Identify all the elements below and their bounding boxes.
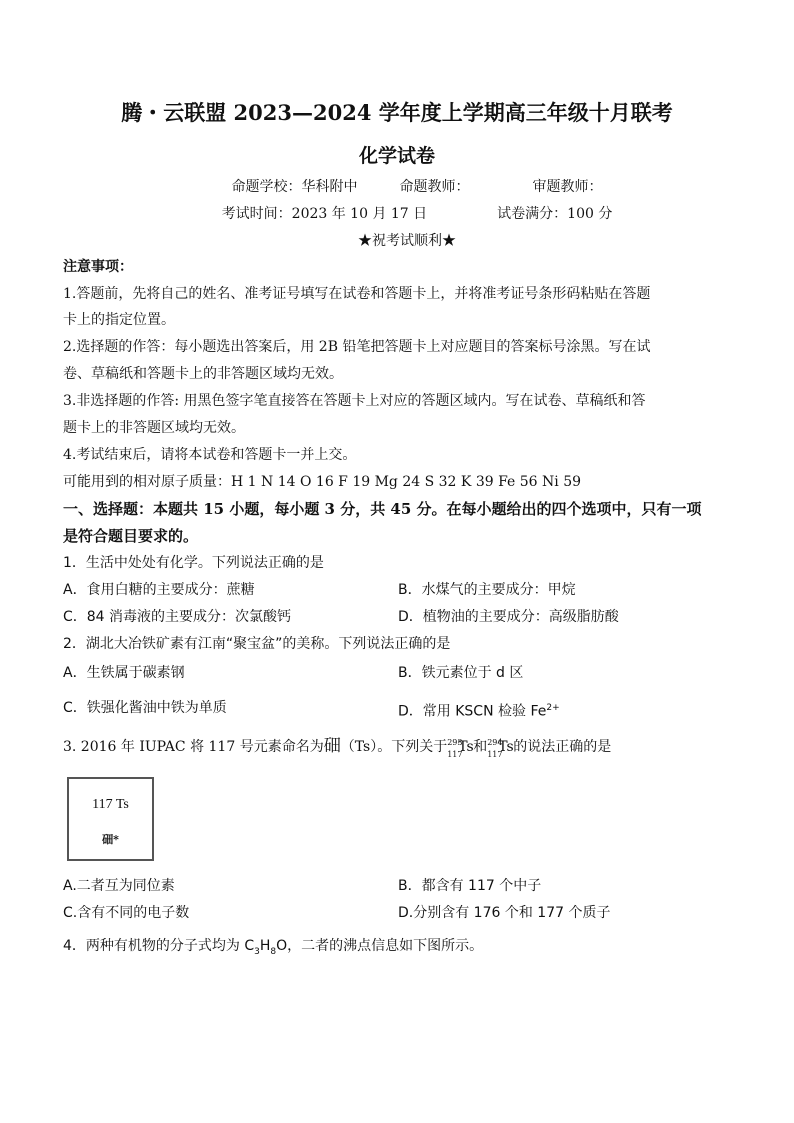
section-1-line-1: 一、选择题：本题共 15 小题，每小题 3 分，共 45 分。在每小题给出的四个选项中，只有一项 xyxy=(63,500,702,518)
q4-sub-c: 3 xyxy=(254,946,260,957)
q2-option-a: A．生铁属于碳素钢 xyxy=(63,665,185,681)
note-3-line-1: 3.非选择题的作答: 用黑色签字笔直接答在答题卡上对应的答题区域内。写在试卷、草稿纸和答 xyxy=(63,393,646,409)
q4-stem xyxy=(63,937,483,961)
note-2-line-1: 2.选择题的作答：每小题选出答案后，用 2B 铅笔把答题卡上对应题目的答案标号涂黑。写在试 xyxy=(63,339,651,355)
exam-subtitle: 化学试卷 xyxy=(358,145,435,167)
q3-iso2-mass: 294 xyxy=(487,738,503,747)
q4-h: H xyxy=(259,938,271,954)
notes-heading: 注意事项： xyxy=(63,259,133,275)
element-card-name: 鿬* xyxy=(102,833,119,846)
section-1-line-2: 是符合题目要求的。 xyxy=(63,527,199,545)
exam-time-info: 考试时间：2023 年 10 月 17 日 试卷满分：100 分 xyxy=(221,206,613,222)
q3-option-c: C.含有不同的电子数 xyxy=(63,905,190,921)
q3-option-d: D.分别含有 176 个和 177 个质子 xyxy=(398,905,611,921)
q1-stem: 1．生活中处处有化学。下列说法正确的是 xyxy=(63,555,324,571)
blessing: ★祝考试顺利★ xyxy=(358,233,456,249)
q3-and: 和 xyxy=(473,739,488,755)
q3-isotope-294 xyxy=(487,738,514,759)
q2-option-d xyxy=(398,699,560,721)
q2-option-d-text: D．常用 KSCN 检验 Fe xyxy=(398,703,547,720)
q3-element-char: 鿬 xyxy=(323,736,341,756)
q3-iso2-symbol: Ts xyxy=(498,739,514,755)
q3-isotope-293 xyxy=(447,738,474,759)
q3-stem-suffix: 的说法正确的是 xyxy=(513,739,612,755)
q4-stem-prefix: 4．两种有机物的分子式均为 C xyxy=(63,938,255,954)
q4-sub-h: 8 xyxy=(270,946,277,957)
q1-option-a: A．食用白糖的主要成分：蔗糖 xyxy=(63,582,255,598)
element-card-symbol: 117 Ts xyxy=(92,797,129,812)
note-3-line-2: 题卡上的非答题区域均无效。 xyxy=(63,420,245,436)
note-4: 4.考试结束后，请将本试卷和答题卡一并上交。 xyxy=(63,447,357,463)
q2-option-d-charge: 2+ xyxy=(546,703,560,713)
element-card xyxy=(67,777,154,861)
q3-iso2-z: 117 xyxy=(487,750,503,759)
q3-iso1-z: 117 xyxy=(447,750,463,759)
q3-stem-mid: （Ts）。下列关于 xyxy=(340,739,448,755)
q2-stem: 2．湖北大冶铁矿素有江南“聚宝盆”的美称。下列说法正确的是 xyxy=(63,636,451,652)
exam-title: 腾・云联盟 2023—2024 学年度上学期高三年级十月联考 xyxy=(121,100,673,125)
q3-option-b: B．都含有 117 个中子 xyxy=(398,878,542,894)
q3-iso1-mass: 293 xyxy=(447,738,463,747)
note-1-line-2: 卡上的指定位置。 xyxy=(63,312,175,328)
q4-stem-suffix: O，二者的沸点信息如下图所示。 xyxy=(276,938,484,954)
exam-author-info: 命题学校：华科附中 命题教师： 审题教师： xyxy=(231,179,603,195)
q3-iso1-symbol: Ts xyxy=(458,739,474,755)
atomic-masses: 可能用到的相对原子质量：H 1 N 14 O 16 F 19 Mg 24 S 32 K 39 Fe 56 Ni 59 xyxy=(63,474,582,490)
q2-option-c: C．铁强化酱油中铁为单质 xyxy=(63,700,227,716)
note-1-line-1: 1.答题前，先将自己的姓名、准考证号填写在试卷和答题卡上，并将准考证号条形码粘贴在答题 xyxy=(63,286,651,302)
q3-option-a: A.二者互为同位素 xyxy=(63,878,175,894)
q1-option-d: D．植物油的主要成分：高级脂肪酸 xyxy=(398,609,619,625)
q3-stem xyxy=(63,736,612,759)
note-2-line-2: 卷、草稿纸和答题卡上的非答题区域均无效。 xyxy=(63,366,343,382)
q3-stem-prefix: 3. 2016 年 IUPAC 将 117 号元素命名为 xyxy=(63,739,324,755)
q1-option-b: B．水煤气的主要成分：甲烷 xyxy=(398,582,576,598)
q1-option-c: C．84 消毒液的主要成分：次氯酸钙 xyxy=(63,609,292,625)
q2-option-b: B．铁元素位于 d 区 xyxy=(398,665,524,681)
